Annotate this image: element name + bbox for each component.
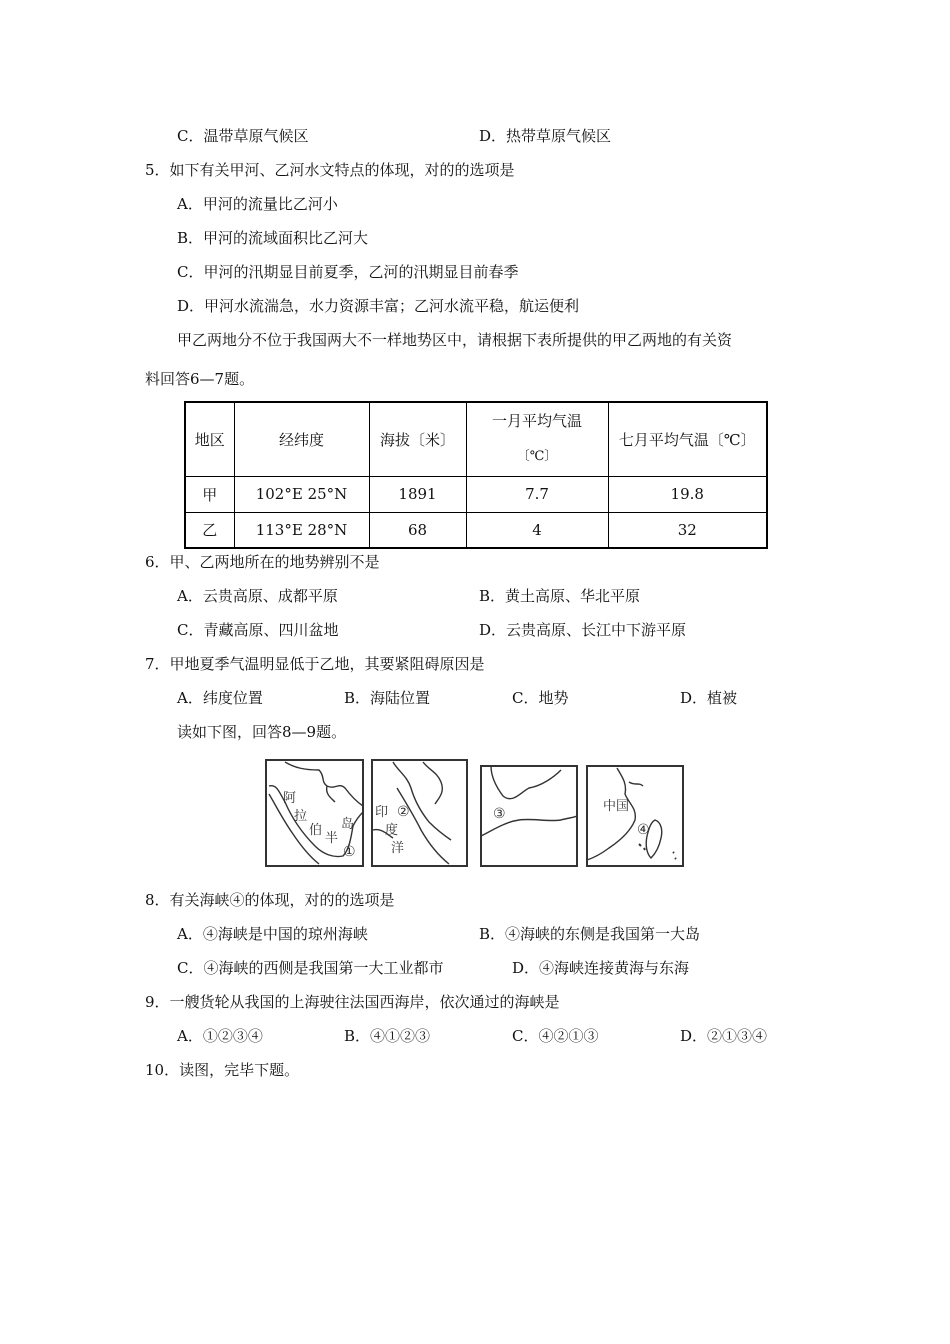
q6-option-c: C．青藏高原、四川盆地 [177,621,339,639]
map1-char: 岛 [341,817,355,832]
cell-altitude: 68 [369,512,466,548]
q8-option-a: A．④海峡是中国的琼州海峡 [177,925,368,943]
q10-stem: 10．读图，完毕下题。 [145,1061,300,1079]
intro-6-7-line2: 料回答6—7题。 [145,370,255,388]
map-2-malacca [372,760,467,866]
q6-option-a: A．云贵高原、成都平原 [177,587,338,605]
map1-char: 半 [325,831,339,846]
cell-region: 乙 [185,512,234,548]
climate-data-table [184,401,768,549]
cell-coords: 102°E 25°N [234,476,369,512]
map-3-gibraltar [481,766,577,866]
q9-option-a: A．①②③④ [177,1027,263,1045]
map2-char: 印 [375,805,389,820]
strait-maps-svg [265,758,685,874]
q9-option-d: D．②①③④ [680,1027,768,1045]
cell-jan: 7.7 [466,476,608,512]
q7-option-d: D．植被 [680,689,738,707]
q5-option-a: A．甲河的流量比乙河小 [177,195,338,213]
map1-char: 阿 [283,791,297,806]
map1-char: 拉 [294,809,308,824]
q5-stem: 5．如下有关甲河、乙河水文特点的体现，对的的选项是 [145,161,515,179]
q5-option-c: C．甲河的汛期显目前夏季，乙河的汛期显目前春季 [177,263,519,281]
q6-option-d: D．云贵高原、长江中下游平原 [479,621,687,639]
header-jan-line1: 一月平均气温 [491,412,582,431]
q6-stem: 6．甲、乙两地所在的地势辨别不是 [145,553,380,571]
cell-altitude: 1891 [369,476,466,512]
table-row [185,476,767,512]
header-altitude: 海拔〔米〕 [369,402,466,476]
q4-option-d: D．热带草原气候区 [479,127,612,145]
q6-option-b: B．黄土高原、华北平原 [479,587,641,605]
q5-option-d: D．甲河水流湍急，水力资源丰富；乙河水流平稳，航运便利 [177,297,580,315]
header-region: 地区 [185,402,234,476]
table-row [185,512,767,548]
q9-stem: 9．一艘货轮从我国的上海驶往法国西海岸，依次通过的海峡是 [145,993,560,1011]
q9-option-b: B．④①②③ [344,1027,431,1045]
header-jul-temp: 七月平均气温〔℃〕 [608,402,767,476]
map-1-arabian-peninsula [266,760,363,866]
map1-char: 伯 [309,823,323,838]
q7-stem: 7．甲地夏季气温明显低于乙地，其要紧阻碍原因是 [145,655,485,673]
map-4-taiwan-strait [587,766,683,866]
map4-label-china: 中国 [603,799,630,814]
q8-option-d: D．④海峡连接黄海与东海 [512,959,690,977]
intro-6-7-line1: 甲乙两地分不位于我国两大不一样地势区中，请根据下表所提供的甲乙两地的有关资 [177,331,733,349]
q8-option-b: B．④海峡的东侧是我国第一大岛 [479,925,701,943]
q7-option-c: C．地势 [512,689,569,707]
map1-strait-number: ① [343,844,356,860]
cell-jul: 19.8 [608,476,767,512]
table-header-row [185,402,767,476]
header-jan-temp [466,402,608,476]
q8-stem: 8．有关海峡④的体现，对的的选项是 [145,891,395,909]
map4-strait-number: ④ [637,822,650,838]
cell-region: 甲 [185,476,234,512]
map2-char: 洋 [391,841,405,856]
header-jan-line2: 〔℃〕 [516,449,558,465]
cell-jul: 32 [608,512,767,548]
map3-strait-number: ③ [493,806,506,822]
q7-option-b: B．海陆位置 [344,689,431,707]
cell-jan: 4 [466,512,608,548]
q7-option-a: A．纬度位置 [177,689,263,707]
q5-option-b: B．甲河的流域面积比乙河大 [177,229,369,247]
q9-option-c: C．④②①③ [512,1027,599,1045]
strait-maps-figure [265,758,685,874]
map2-char: 度 [385,823,399,838]
q8-option-c: C．④海峡的西侧是我国第一大工业都市 [177,959,444,977]
header-coords: 经纬度 [234,402,369,476]
intro-8-9: 读如下图，回答8—9题。 [177,723,347,741]
q4-option-c: C．温带草原气候区 [177,127,309,145]
map2-strait-number: ② [397,804,410,820]
cell-coords: 113°E 28°N [234,512,369,548]
